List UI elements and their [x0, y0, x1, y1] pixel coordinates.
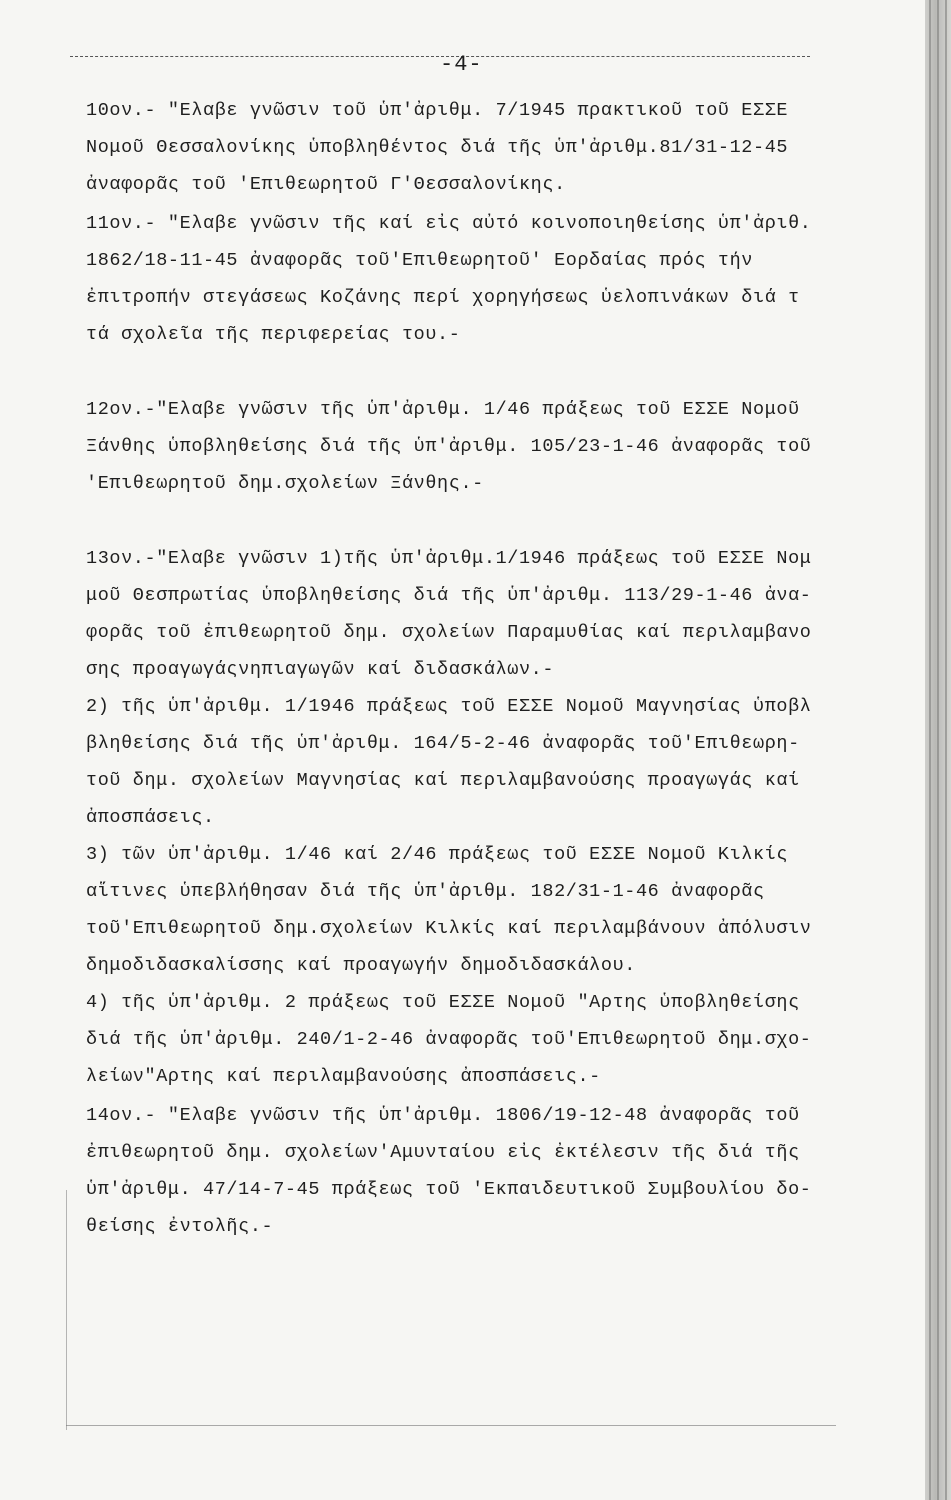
text-line: 11ον.- "Ελαβε γνῶσιν τῆς καί εἰς αὐτό κοινοποιηθείσης ὑπ'ἀριθ.	[86, 213, 812, 234]
paragraph-gap	[86, 502, 916, 540]
text-line: 13ον.-"Ελαβε γνῶσιν 1)τῆς ὑπ'ἀριθμ.1/1946 πράξεως τοῦ ΕΣΣΕ Νομ	[86, 548, 812, 569]
text-line: δημοδιδασκαλίσσης καί προαγωγήν δημοδιδασκάλου.	[86, 955, 636, 976]
page-number: -4-	[440, 52, 483, 77]
paragraph-gap	[86, 353, 916, 391]
text-line: τοῦ'Επιθεωρητοῦ δημ.σχολείων Κιλκίς καί περιλαμβάνουν ἀπόλυσιν	[86, 918, 812, 939]
text-line: 14ον.- "Ελαβε γνῶσιν τῆς ὑπ'ἀριθμ. 1806/19-12-48 ἀναφορᾶς τοῦ	[86, 1105, 800, 1126]
text-line: 1862/18-11-45 ἀναφορᾶς τοῦ'Επιθεωρητοῦ' Εορδαίας πρός τήν	[86, 250, 754, 271]
text-line: ἀποσπάσεις.	[86, 807, 215, 828]
text-line: 4) τῆς ὑπ'ἀριθμ. 2 πράξεως τοῦ ΕΣΣΕ Νομοῦ "Αρτης ὑποβληθείσης	[86, 992, 800, 1013]
text-line: Ξάνθης ὑποβληθείσης διά τῆς ὑπ'ἀριθμ. 105/23-1-46 ἀναφορᾶς τοῦ	[86, 436, 812, 457]
margin-rule	[66, 1190, 67, 1430]
binding-line	[937, 0, 939, 1500]
text-line: βληθείσης διά τῆς ὑπ'ἀριθμ. 164/5-2-46 ἀναφορᾶς τοῦ'Επιθεωρη-	[86, 733, 800, 754]
text-line: ἐπιθεωρητοῦ δημ. σχολείων'Αμυνταίου εἰς ἐκτέλεσιν τῆς διά τῆς	[86, 1142, 800, 1163]
binding-line	[945, 0, 947, 1500]
text-line: σης προαγωγάςνηπιαγωγῶν καί διδασκάλων.-	[86, 659, 555, 680]
text-line: 'Επιθεωρητοῦ δημ.σχολείων Ξάνθης.-	[86, 473, 484, 494]
text-line: 3) τῶν ὑπ'ἀριθμ. 1/46 καί 2/46 πράξεως τοῦ ΕΣΣΕ Νομοῦ Κιλκίς	[86, 844, 789, 865]
text-line: διά τῆς ὑπ'ἀριθμ. 240/1-2-46 ἀναφορᾶς τοῦ'Επιθεωρητοῦ δημ.σχο-	[86, 1029, 812, 1050]
text-line: θείσης ἐντολῆς.-	[86, 1216, 274, 1237]
text-line: αἵτινες ὑπεβλήθησαν διά τῆς ὑπ'ἀριθμ. 182/31-1-46 ἀναφορᾶς	[86, 881, 765, 902]
text-line: τοῦ δημ. σχολείων Μαγνησίας καί περιλαμβανούσης προαγωγάς καί	[86, 770, 800, 791]
text-line: ἐπιτροπήν στεγάσεως Κοζάνης περί χορηγήσεως ὑελοπινάκων διά τ	[86, 287, 800, 308]
document-body	[86, 92, 916, 1245]
bottom-rule	[66, 1425, 836, 1426]
text-line: 12ον.-"Ελαβε γνῶσιν τῆς ὑπ'ἀριθμ. 1/46 πράξεως τοῦ ΕΣΣΕ Νομοῦ	[86, 399, 800, 420]
text-line: 10ον.- "Ελαβε γνῶσιν τοῦ ὑπ'ἀριθμ. 7/1945 πρακτικοῦ τοῦ ΕΣΣΕ	[86, 100, 789, 121]
text-line: μοῦ Θεσπρωτίας ὑποβληθείσης διά τῆς ὑπ'ἀριθμ. 113/29-1-46 ἀνα-	[86, 585, 812, 606]
text-line: τά σχολεῖα τῆς περιφερείας του.-	[86, 324, 461, 345]
text-line: λείων"Αρτης καί περιλαμβανούσης ἀποσπάσεις.-	[86, 1066, 601, 1087]
text-line: ἀναφορᾶς τοῦ 'Επιθεωρητοῦ Γ'Θεσσαλονίκης.	[86, 174, 566, 195]
text-line: φορᾶς τοῦ ἐπιθεωρητοῦ δημ. σχολείων Παραμυθίας καί περιλαμβανο	[86, 622, 812, 643]
text-line: ὑπ'ἀριθμ. 47/14-7-45 πράξεως τοῦ 'Εκπαιδευτικοῦ Συμβουλίου δο-	[86, 1179, 812, 1200]
text-line: Νομοῦ Θεσσαλονίκης ὑποβληθέντος διά τῆς ὑπ'ἀριθμ.81/31-12-45	[86, 137, 789, 158]
text-line: 2) τῆς ὑπ'ἀριθμ. 1/1946 πράξεως τοῦ ΕΣΣΕ Νομοῦ Μαγνησίας ὑποβλ	[86, 696, 812, 717]
binding-edge	[925, 0, 951, 1500]
binding-line	[929, 0, 931, 1500]
